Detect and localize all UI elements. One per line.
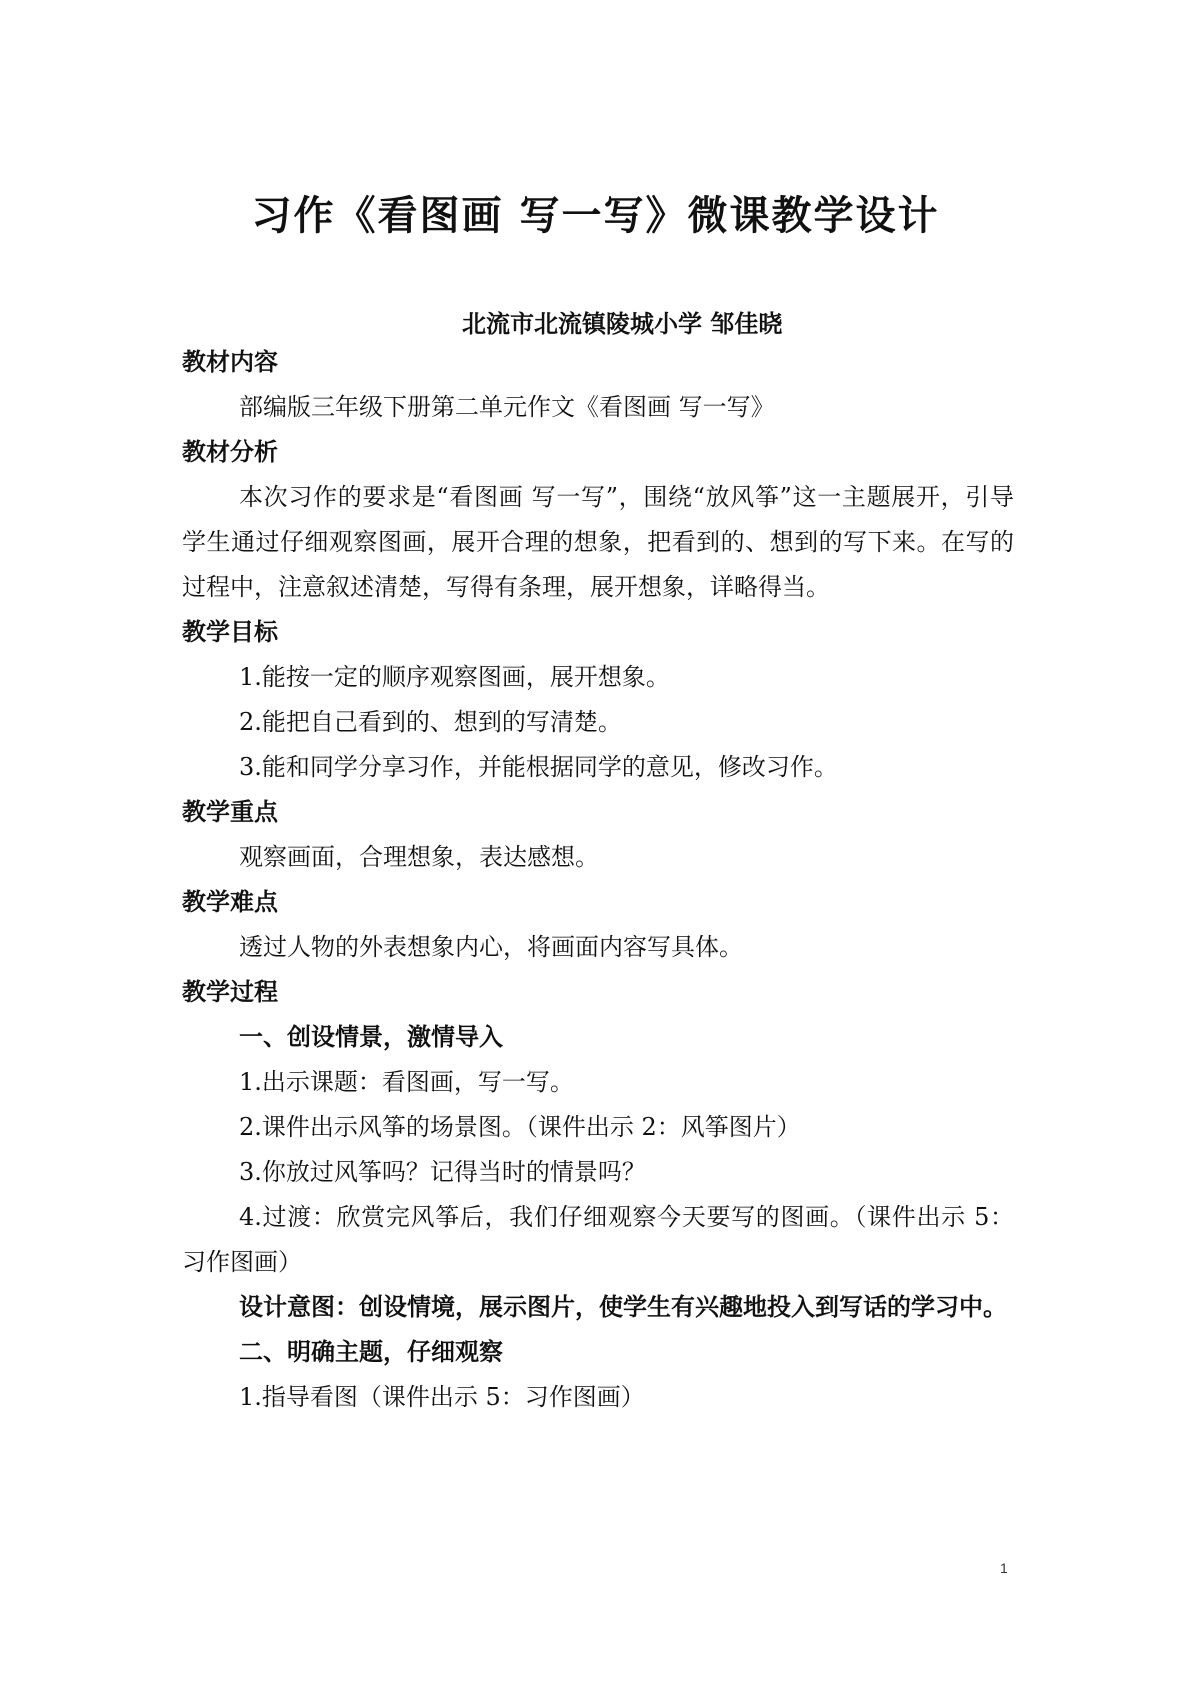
- step1-title: 一、创设情景，激情导入: [239, 1023, 503, 1051]
- heading-material-analysis: 教材分析: [182, 438, 278, 466]
- paragraph-key-points: 观察画面，合理想象，表达感想。: [239, 843, 599, 871]
- document-title: 习作《看图画 写一写》微课教学设计: [251, 193, 940, 239]
- author-line: 北流市北流镇陵城小学 邹佳晓: [462, 310, 783, 338]
- goal-item-3: 3.能和同学分享习作，并能根据同学的意见，修改习作。: [239, 753, 838, 781]
- goal-item-1: 1.能按一定的顺序观察图画，展开想象。: [239, 663, 670, 691]
- heading-key-points: 教学重点: [182, 798, 278, 826]
- heading-difficulties: 教学难点: [182, 888, 278, 916]
- heading-teaching-process: 教学过程: [182, 978, 278, 1006]
- page-number: 1: [1000, 1560, 1008, 1576]
- paragraph-material-analysis: 本次习作的要求是“看图画 写一写”，围绕“放风筝”这一主题展开，引导学生通过仔细观察图画，展开合理的想象，把看到的、想到的写下来。在写的过程中，注意叙述清楚，写得有条理，展开想象，详略得当。: [182, 483, 1014, 601]
- paragraph-difficulties: 透过人物的外表想象内心，将画面内容写具体。: [239, 933, 743, 961]
- goal-item-2: 2.能把自己看到的、想到的写清楚。: [239, 708, 622, 736]
- step2-item-1: 1.指导看图（课件出示 5：习作图画）: [239, 1383, 645, 1411]
- step2-title: 二、明确主题，仔细观察: [239, 1338, 503, 1366]
- step1-item-2: 2.课件出示风筝的场景图。（课件出示 2：风筝图片）: [239, 1113, 801, 1141]
- heading-material-content: 教材内容: [182, 348, 278, 376]
- paragraph-material-content: 部编版三年级下册第二单元作文《看图画 写一写》: [239, 393, 775, 421]
- step1-item-3: 3.你放过风筝吗？记得当时的情景吗？: [239, 1158, 646, 1186]
- document-body: [182, 340, 1014, 1420]
- step1-item-1: 1.出示课题：看图画，写一写。: [239, 1068, 574, 1096]
- heading-teaching-goals: 教学目标: [182, 618, 278, 646]
- step1-item-4: 4.过渡：欣赏完风筝后，我们仔细观察今天要写的图画。（课件出示 5：习作图画）: [182, 1203, 1014, 1276]
- design-intent: 设计意图：创设情境，展示图片，使学生有兴趣地投入到写话的学习中。: [239, 1293, 1007, 1321]
